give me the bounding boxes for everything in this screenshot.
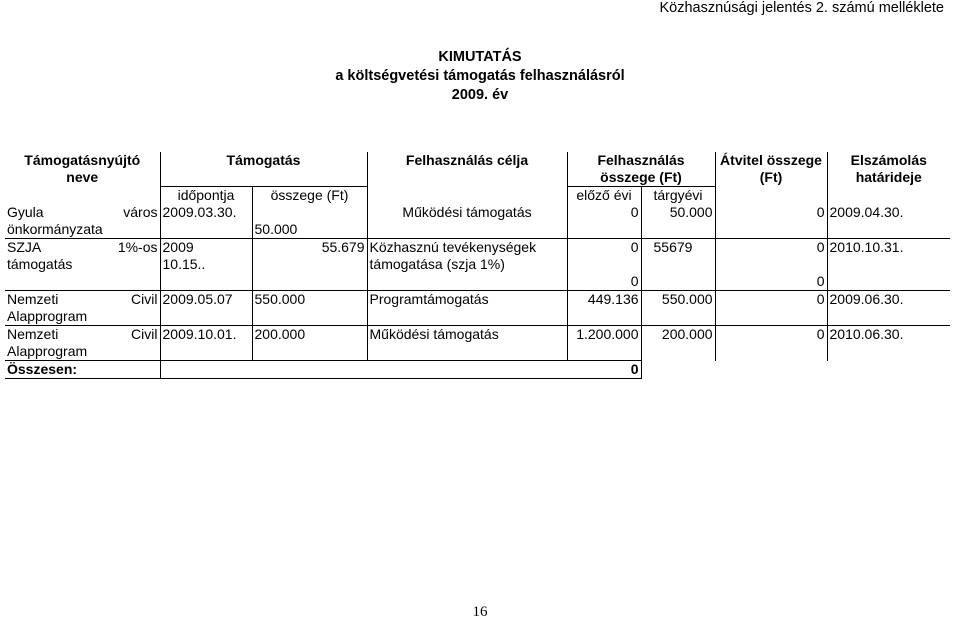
total-label: Összesen: <box>5 361 160 379</box>
used-prev-extra: 0 <box>630 273 639 289</box>
transfer-amount: 0 <box>715 326 827 361</box>
grant-amount: 200.000 <box>252 326 367 361</box>
purpose: Működési támogatás <box>367 204 567 239</box>
grantor-cell <box>5 239 160 291</box>
deadline: 2010.10.31. <box>827 239 950 291</box>
grantor-word-2: Civil <box>131 326 158 342</box>
table-row <box>5 204 950 239</box>
used-curr: 50.000 <box>641 204 715 239</box>
grant-date-line-1: 2009 <box>162 239 194 255</box>
title-line-1: KIMUTATÁS <box>438 49 522 65</box>
used-prev <box>567 239 641 291</box>
grantor-word-1: SZJA <box>7 239 42 255</box>
header-used-line-2: összege (Ft) <box>567 169 715 187</box>
used-curr <box>641 239 715 291</box>
grantor-word-1: Gyula <box>7 204 44 220</box>
used-curr: 200.000 <box>641 326 715 361</box>
grantor-word-3: önkormányzata <box>7 221 103 237</box>
total-row <box>5 361 950 379</box>
header-used-line-1: Felhasználás <box>567 152 715 169</box>
grant-amount <box>252 204 367 239</box>
grant-date: 2009.10.01. <box>160 326 252 361</box>
grantor-cell <box>5 326 160 361</box>
header-grant-amount: összege (Ft) <box>252 187 367 205</box>
grantor-cell <box>5 291 160 326</box>
grant-amount: 55.679 <box>252 239 367 291</box>
header-transfer-line-2: (Ft) <box>715 169 827 187</box>
header-grant: Támogatás <box>160 152 367 169</box>
used-prev: 449.136 <box>567 291 641 326</box>
table-row <box>5 291 950 326</box>
header-transfer-line-1: Átvitel összege <box>715 152 827 169</box>
header-grantor-line-2: neve <box>66 169 99 185</box>
grant-date: 2009.03.30. <box>160 204 252 239</box>
header-grantor <box>5 152 160 169</box>
header-purpose: Felhasználás célja <box>367 152 567 169</box>
deadline: 2009.06.30. <box>827 291 950 326</box>
header-row-1 <box>5 152 950 169</box>
report-title <box>0 48 960 105</box>
purpose <box>367 239 567 291</box>
grantor-word-2: 1%-os <box>117 239 158 255</box>
purpose-line-1: Közhasznú tevékenységek <box>369 239 537 255</box>
grantor-word-3: Alapprogram <box>7 308 88 324</box>
used-prev: 0 <box>567 204 641 239</box>
transfer-value: 0 <box>816 239 825 255</box>
page-number: 16 <box>472 604 488 620</box>
header-row-3 <box>5 187 950 205</box>
header-used-prev: előző évi <box>567 187 641 205</box>
report-table <box>5 152 950 379</box>
grant-date-line-2: 10.15.. <box>162 256 206 272</box>
table-row <box>5 326 950 361</box>
used-curr: 550.000 <box>641 291 715 326</box>
grantor-word-3: Alapprogram <box>7 343 88 359</box>
grant-date: 2009.05.07 <box>160 291 252 326</box>
deadline: 2009.04.30. <box>827 204 950 239</box>
grant-date <box>160 239 252 291</box>
header-row-2 <box>5 169 950 187</box>
grantor-word-1: Nemzeti <box>7 291 59 307</box>
header-deadline-line-1: Elszámolás <box>827 152 950 169</box>
header-deadline-line-2: határideje <box>827 169 950 187</box>
transfer-amount: 0 <box>715 204 827 239</box>
title-line-3: 2009. év <box>451 87 509 103</box>
grantor-word-3: támogatás <box>7 256 73 272</box>
transfer-amount <box>715 239 827 291</box>
header-used-curr: tárgyévi <box>641 187 715 205</box>
title-line-2: a költségvetési támogatás felhasználásról <box>335 68 625 84</box>
grant-amount-value: 50.000 <box>254 221 298 237</box>
grantor-cell <box>5 204 160 239</box>
transfer-extra: 0 <box>816 273 825 289</box>
used-prev-value: 0 <box>630 239 639 255</box>
grantor-word-2: Civil <box>131 291 158 307</box>
header-grant-date: időpontja <box>160 187 252 205</box>
transfer-amount: 0 <box>715 291 827 326</box>
grantor-word-1: Nemzeti <box>7 326 59 342</box>
table-row <box>5 239 950 291</box>
total-value: 0 <box>567 361 641 379</box>
purpose: Működési támogatás <box>367 326 567 361</box>
header-grantor-line-1: Támogatásnyújtó <box>24 152 141 168</box>
purpose: Programtámogatás <box>367 291 567 326</box>
grantor-word-2: város <box>123 204 158 220</box>
used-prev: 1.200.000 <box>567 326 641 361</box>
used-curr-value: 55679 <box>653 239 693 255</box>
purpose-line-2: támogatása (szja 1%) <box>369 256 505 272</box>
grant-amount: 550.000 <box>252 291 367 326</box>
annex-label: Közhasznúsági jelentés 2. számú melléklete <box>659 0 944 16</box>
deadline: 2010.06.30. <box>827 326 950 361</box>
